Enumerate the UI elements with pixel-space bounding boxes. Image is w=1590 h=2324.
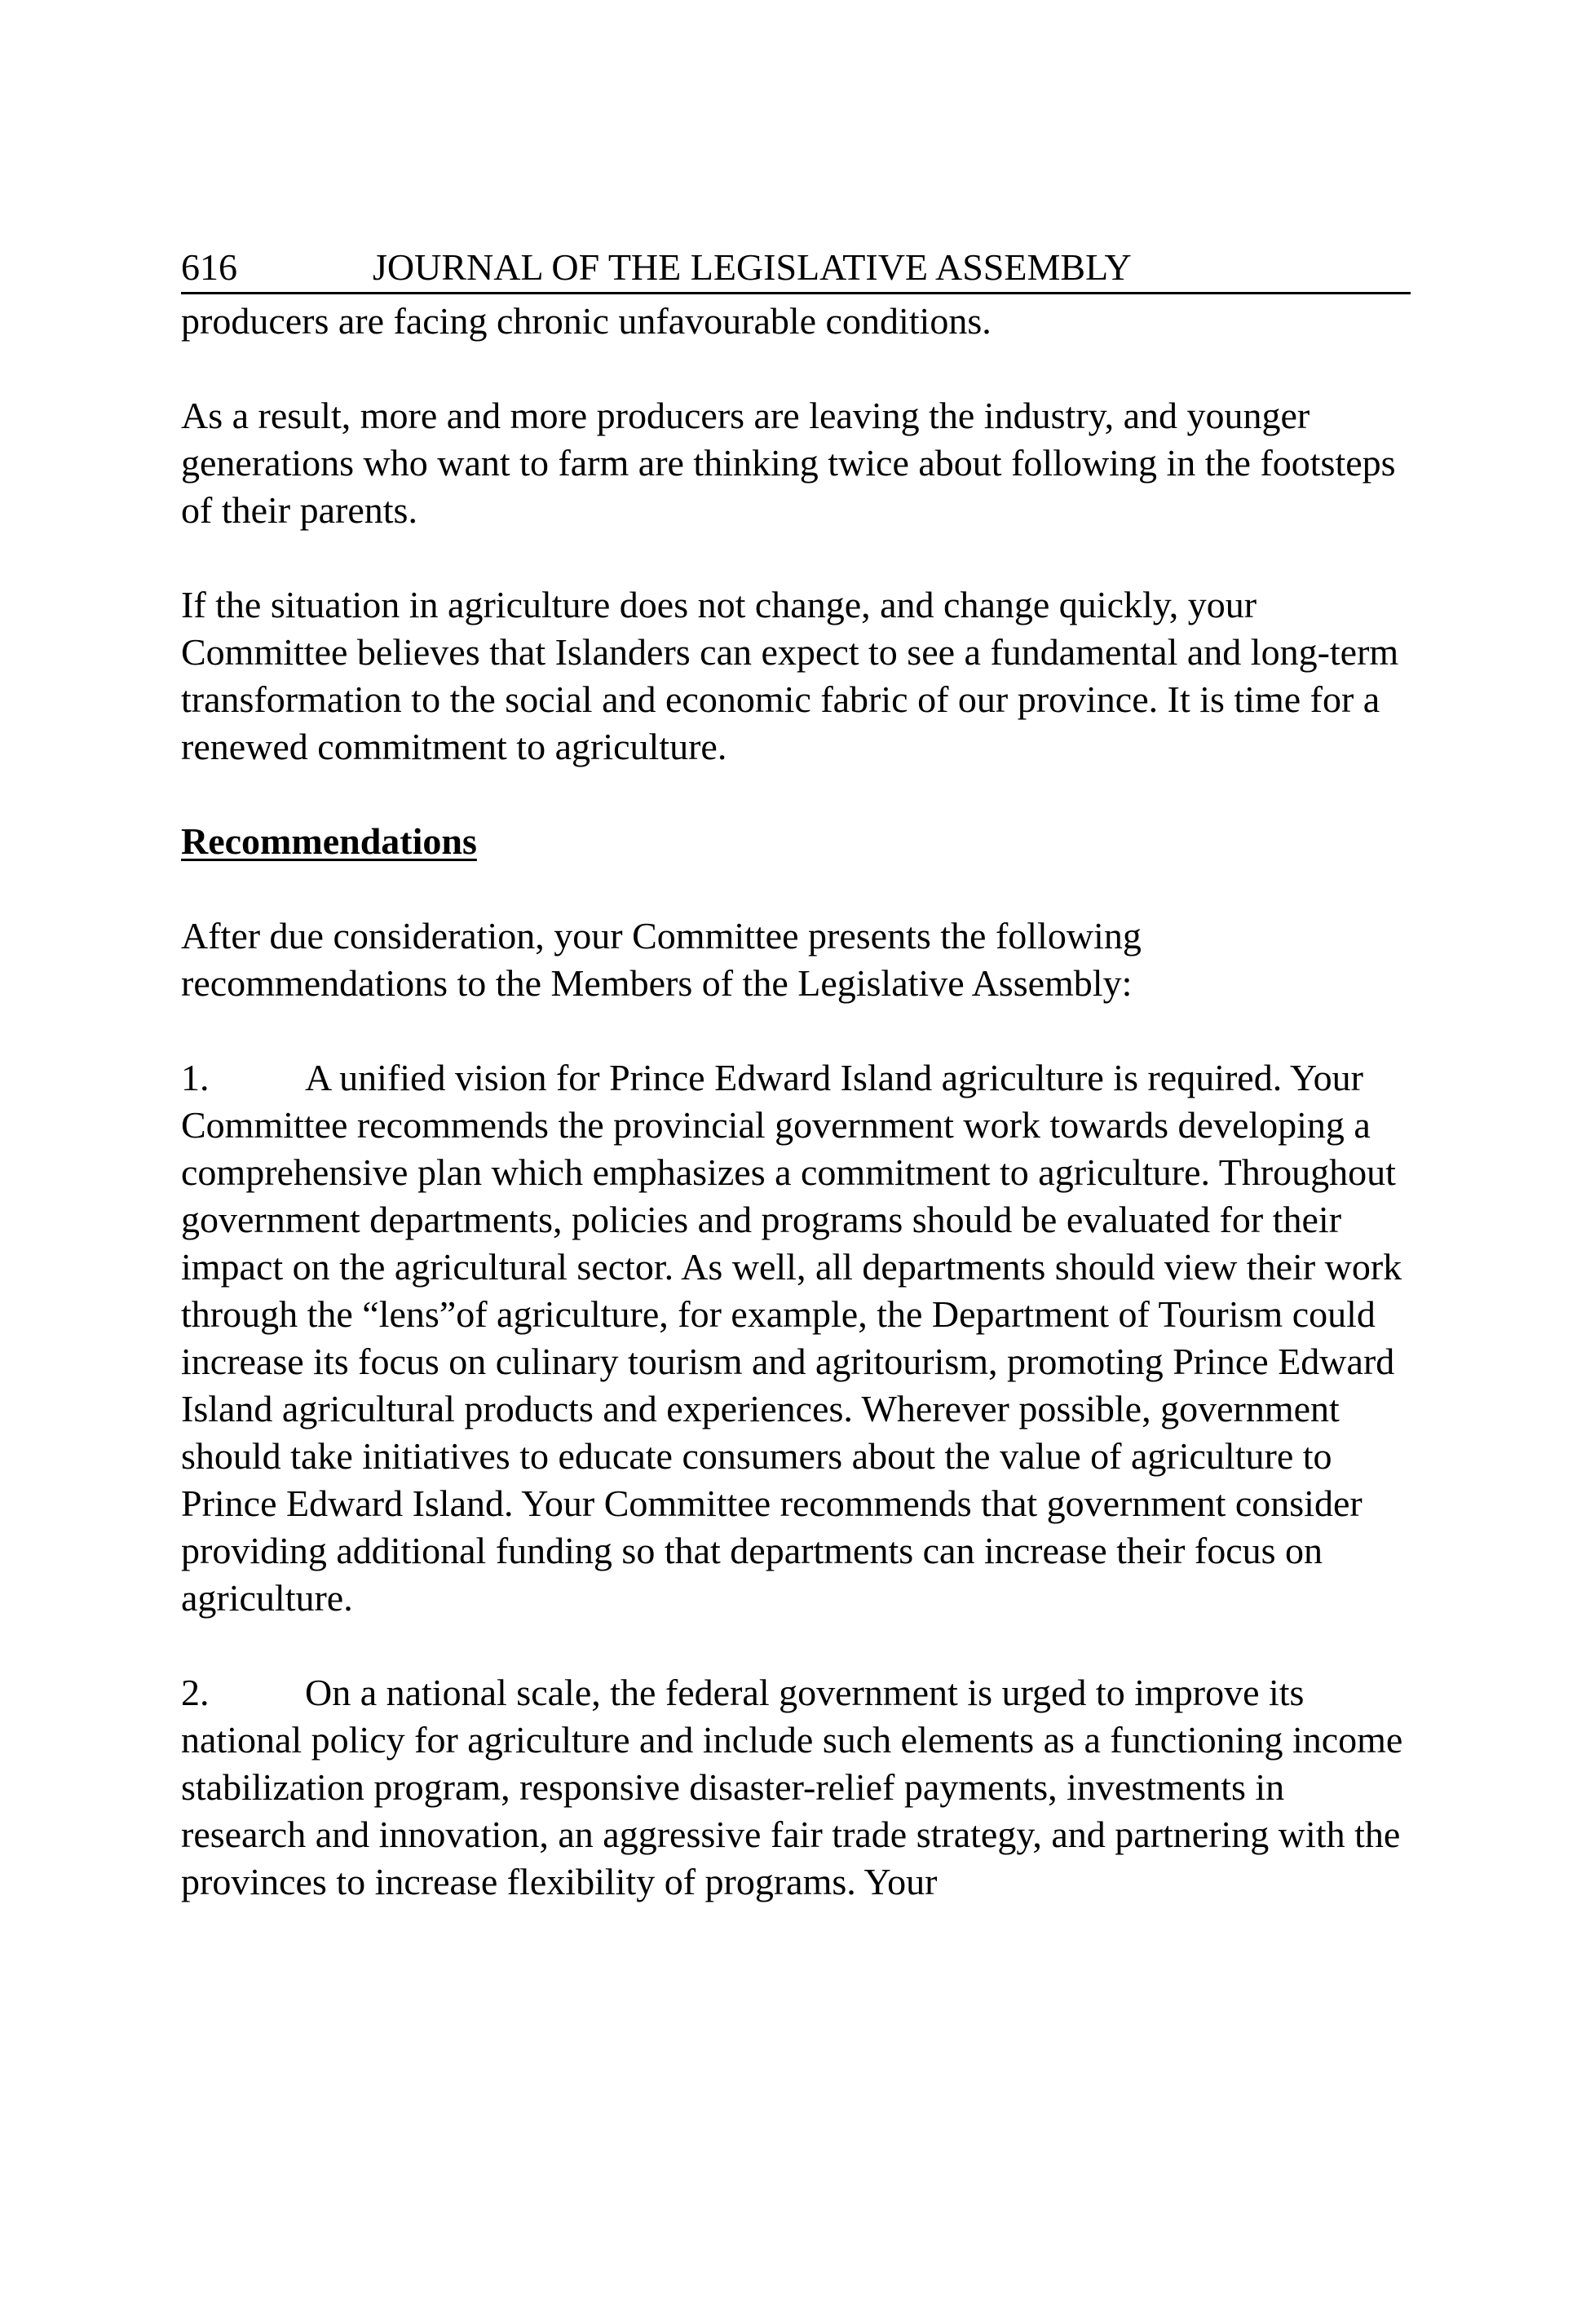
recommendation-text: A unified vision for Prince Edward Island agriculture is required. Your Committee recommends the provincial government work towards developing a comprehensive plan which emphasizes a commitment to agriculture. Throughout government departments, policies and programs should be evaluated for their impact on the agricultural sector. As well, all departments should view their work through the “lens”of agriculture, for example, the Department of Tourism could increase its focus on culinary tourism and agritourism, promoting Prince Edward Island agricultural products and experiences. Wherever possible, government should take initiatives to educate consumers about the value of agriculture to Prince Edward Island. Your Committee recommends that government consider providing additional funding so that departments can increase their focus on agriculture. bbox=[181, 1057, 1402, 1619]
page-number: 616 bbox=[181, 246, 237, 288]
document-page bbox=[181, 245, 1411, 1906]
section-heading: Recommendations bbox=[181, 820, 477, 862]
recommendations-intro: After due consideration, your Committee presents the following recommendations to the Members of the Legislative Assembly: bbox=[181, 915, 1142, 1004]
recommendation-number: 1. bbox=[181, 1057, 210, 1098]
paragraph-2: As a result, more and more producers are leaving the industry, and younger generations who want to farm are thinking twice about following in the footsteps of their parents. bbox=[181, 395, 1396, 531]
recommendation-text: On a national scale, the federal government is urged to improve its national policy for agriculture and include such elements as a functioning income stabilization program, responsive disaster-relief payments, investments in research and innovation, an aggressive fair trade strategy, and partnering with the provinces to increase flexibility of programs. Your bbox=[181, 1672, 1403, 1902]
recommendation-item-1 bbox=[181, 1054, 1411, 1622]
running-title: JOURNAL OF THE LEGISLATIVE ASSEMBLY bbox=[373, 246, 1132, 288]
recommendation-item-2 bbox=[181, 1669, 1411, 1906]
recommendation-number: 2. bbox=[181, 1672, 210, 1713]
paragraph-1: producers are facing chronic unfavourable conditions. bbox=[181, 300, 992, 342]
page-header bbox=[181, 245, 1411, 294]
paragraph-3: If the situation in agriculture does not change, and change quickly, your Committee believes that Islanders can expect to see a fundamental and long-term transformation to the social and economic fabric of our province. It is time for a renewed commitment to agriculture. bbox=[181, 584, 1399, 767]
